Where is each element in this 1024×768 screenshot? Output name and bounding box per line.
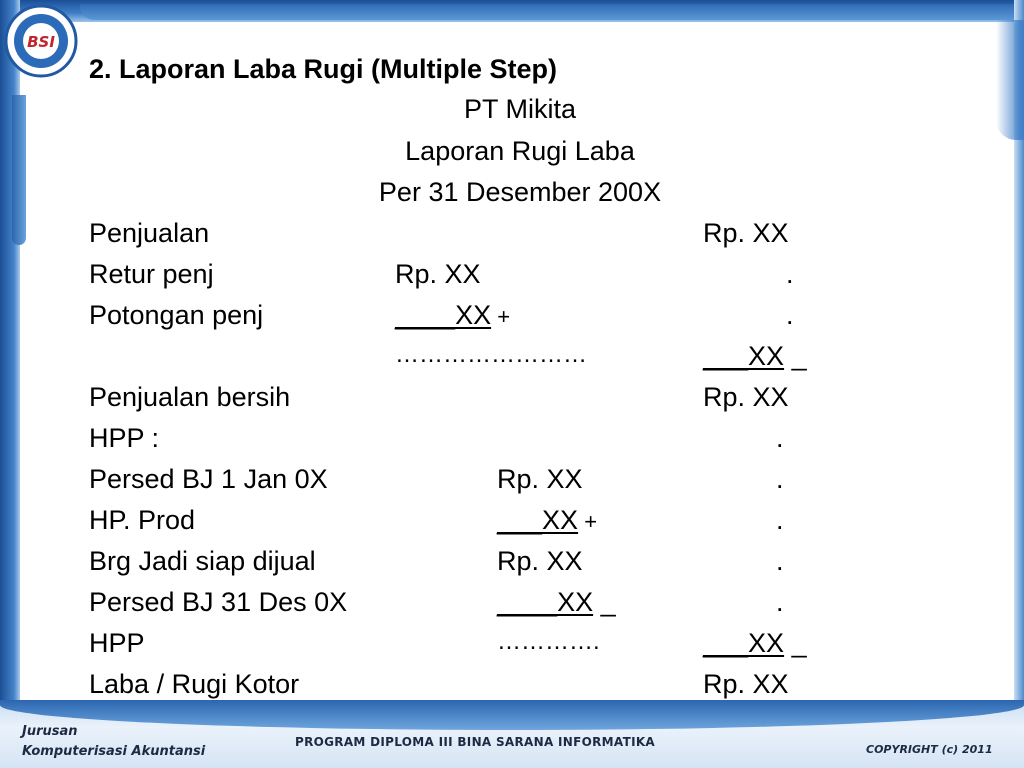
underlined-amount: ___XX bbox=[497, 505, 579, 535]
company-name: PT Mikita bbox=[463, 94, 577, 124]
row-amount bbox=[703, 341, 807, 372]
footer-department bbox=[22, 722, 282, 762]
logo-text: BSI bbox=[27, 33, 55, 51]
row-amount: Rp. XX bbox=[703, 218, 789, 248]
operator: _ bbox=[784, 341, 807, 371]
row-label: HP. Prod bbox=[89, 505, 196, 535]
row-mid-amount bbox=[497, 505, 597, 536]
row-label: HPP : bbox=[89, 423, 160, 453]
operator: + bbox=[578, 509, 598, 534]
row-dot: . bbox=[786, 259, 794, 289]
underlined-amount: ___XX bbox=[703, 341, 785, 371]
row-label: Laba / Rugi Kotor bbox=[89, 669, 300, 699]
leader-dots: …………………… bbox=[395, 341, 587, 368]
row-label: Brg Jadi siap dijual bbox=[89, 546, 316, 576]
operator: _ bbox=[593, 587, 616, 617]
footer-copyright: COPYRIGHT (c) 2011 bbox=[866, 743, 993, 756]
row-amount: Rp. XX bbox=[703, 669, 789, 699]
report-name: Laporan Rugi Laba bbox=[405, 136, 635, 166]
row-mid-amount: Rp. XX bbox=[497, 546, 583, 576]
underlined-amount: ___XX bbox=[703, 628, 785, 658]
top-frame-band bbox=[80, 4, 1024, 20]
row-dot: . bbox=[776, 505, 784, 535]
right-frame-accent bbox=[996, 20, 1024, 140]
row-amount: Rp. XX bbox=[703, 382, 789, 412]
row-sub-amount: Rp. XX bbox=[395, 259, 481, 289]
row-label: Penjualan bbox=[89, 218, 210, 248]
row-label: Potongan penj bbox=[89, 300, 264, 330]
operator: + bbox=[491, 304, 511, 329]
document-heading: 2. Laporan Laba Rugi (Multiple Step) bbox=[89, 54, 558, 84]
footer-program: PROGRAM DIPLOMA III BINA SARANA INFORMATIKA bbox=[295, 735, 656, 749]
row-dot: . bbox=[776, 587, 784, 617]
row-label: Persed BJ 31 Des 0X bbox=[89, 587, 348, 617]
row-label: HPP bbox=[89, 628, 145, 658]
row-mid-amount bbox=[497, 587, 616, 618]
bsi-logo bbox=[4, 4, 78, 78]
row-dot: . bbox=[776, 423, 784, 453]
row-sub-amount bbox=[395, 300, 510, 331]
leader-dots: …………. bbox=[497, 628, 600, 655]
underlined-amount: ____XX bbox=[395, 300, 492, 330]
operator: _ bbox=[784, 628, 807, 658]
row-label: Persed BJ 1 Jan 0X bbox=[89, 464, 328, 494]
row-dot: . bbox=[786, 300, 794, 330]
row-dot: . bbox=[776, 464, 784, 494]
row-label: Penjualan bersih bbox=[89, 382, 291, 412]
department-line-2: Komputerisasi Akuntansi bbox=[22, 744, 206, 759]
underlined-amount: ____XX bbox=[497, 587, 594, 617]
row-mid-amount: Rp. XX bbox=[497, 464, 583, 494]
row-amount bbox=[703, 628, 807, 659]
row-label: Retur penj bbox=[89, 259, 214, 289]
report-period: Per 31 Desember 200X bbox=[378, 177, 662, 207]
row-dot: . bbox=[776, 546, 784, 576]
left-frame-accent bbox=[12, 95, 26, 245]
department-line-1: Jurusan bbox=[22, 724, 78, 739]
